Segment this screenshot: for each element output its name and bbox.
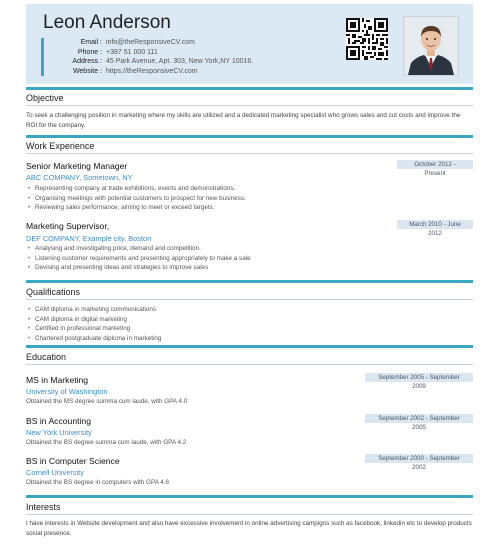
- profile-photo: [403, 16, 459, 76]
- contact-label: Website :: [72, 67, 102, 75]
- job-company: DEF COMPANY, Example city, Boston: [26, 234, 152, 243]
- email-link[interactable]: info@theResponsiveCV.com: [106, 39, 195, 46]
- section-title-qualifications: [26, 285, 473, 300]
- job-duties-list: [26, 244, 251, 273]
- phone-value: +387 51 000 111: [106, 48, 158, 56]
- degree-title: BS in Accounting: [26, 416, 91, 426]
- list-item: • Listening customer requirements and presenting appropriately to make a sale: [26, 254, 251, 264]
- resume-header: [26, 4, 473, 84]
- list-item: • Certified in professional marketing: [26, 324, 161, 334]
- degree-note: Obtained the MS degree summa cum laude, with GPA 4.0: [26, 398, 188, 405]
- list-item: • Representing company at trade exhibitions, events and demonstrations.: [26, 184, 246, 194]
- objective-text: To seek a challenging position in marketing where my skills are utilized and a dedicated marketing specialist who grows sales and cut costs and improve the ROI for the company.: [26, 112, 461, 129]
- job-title: Senior Marketing Manager: [26, 161, 128, 171]
- person-avatar-icon: [404, 17, 458, 75]
- objective-heading: Objective: [26, 93, 64, 103]
- contact-address: [44, 57, 253, 67]
- contact-phone: [44, 48, 253, 58]
- education-date: September 2005 - September 2009: [365, 373, 473, 382]
- education-heading: Education: [26, 352, 67, 362]
- interests-text: I have interests in Website development and also have excessive involvement in online advertising campigns such as facebook, linkedin etc to develop products social presence.: [26, 520, 472, 537]
- experience-heading: Work Experience: [26, 141, 95, 151]
- list-item: • Reviewing sales performance, aiming to meet or exceed targets.: [26, 203, 246, 213]
- degree-note: Obtained the BS degree in computers with GPA 4.6: [26, 479, 170, 486]
- list-item: • Devising and presenting ideas and strategies to improve sales: [26, 263, 251, 273]
- education-date: September 2002 - September 2005: [365, 414, 473, 423]
- section-divider: [26, 87, 473, 90]
- contact-label: Address :: [72, 58, 102, 65]
- school-name: University of Washington: [26, 387, 108, 396]
- list-item: • Chartered postgraduate diploma in marketing: [26, 334, 161, 344]
- job-company: ABC COMPANY, Sometown, NY: [26, 173, 133, 182]
- degree-title: BS in Computer Science: [26, 456, 120, 466]
- education-date: September 2000 - September 2002: [365, 454, 473, 463]
- section-title-objective: [26, 91, 473, 106]
- address-value: 45 Park Avenue, Apt. 303, New York,NY 10016.: [106, 58, 254, 65]
- degree-note: Obtained the BS degree summa cum laude, with GPA 4.2: [26, 439, 187, 446]
- section-divider: [26, 345, 473, 348]
- qualifications-list: [26, 305, 161, 343]
- contact-label: Email :: [80, 39, 102, 46]
- job-duties-list: [26, 184, 246, 213]
- qualifications-heading: Qualifications: [26, 287, 81, 297]
- list-item: • Organising meetings with potential customers to prospect for new business.: [26, 194, 246, 204]
- job-date: October 2012 - Present: [397, 160, 473, 169]
- website-link[interactable]: https://theResponsiveCV.com: [106, 67, 198, 75]
- school-name: Cornell University: [26, 468, 84, 477]
- list-item: • CAM diploma in marketing communications: [26, 305, 161, 315]
- section-divider: [26, 135, 473, 138]
- interests-heading: Interests: [26, 502, 61, 512]
- contact-block: [41, 38, 253, 76]
- school-name: New York University: [26, 428, 92, 437]
- list-item: • Analysing and investigating price, demand and competition.: [26, 244, 251, 254]
- section-title-education: [26, 350, 473, 365]
- qr-code-icon: [346, 18, 388, 60]
- contact-website: [44, 67, 253, 77]
- job-title: Marketing Supervisor,: [26, 221, 110, 231]
- section-divider: [26, 495, 473, 498]
- candidate-name: Leon Anderson: [43, 12, 171, 33]
- section-divider: [26, 280, 473, 283]
- section-title-experience: [26, 139, 473, 154]
- job-date: March 2010 - June 2012: [397, 220, 473, 229]
- list-item: • CAM diploma in digital marketing: [26, 315, 161, 325]
- section-title-interests: [26, 500, 473, 515]
- contact-label: Phone :: [77, 48, 102, 56]
- contact-email: [44, 38, 253, 48]
- degree-title: MS in Marketing: [26, 375, 89, 385]
